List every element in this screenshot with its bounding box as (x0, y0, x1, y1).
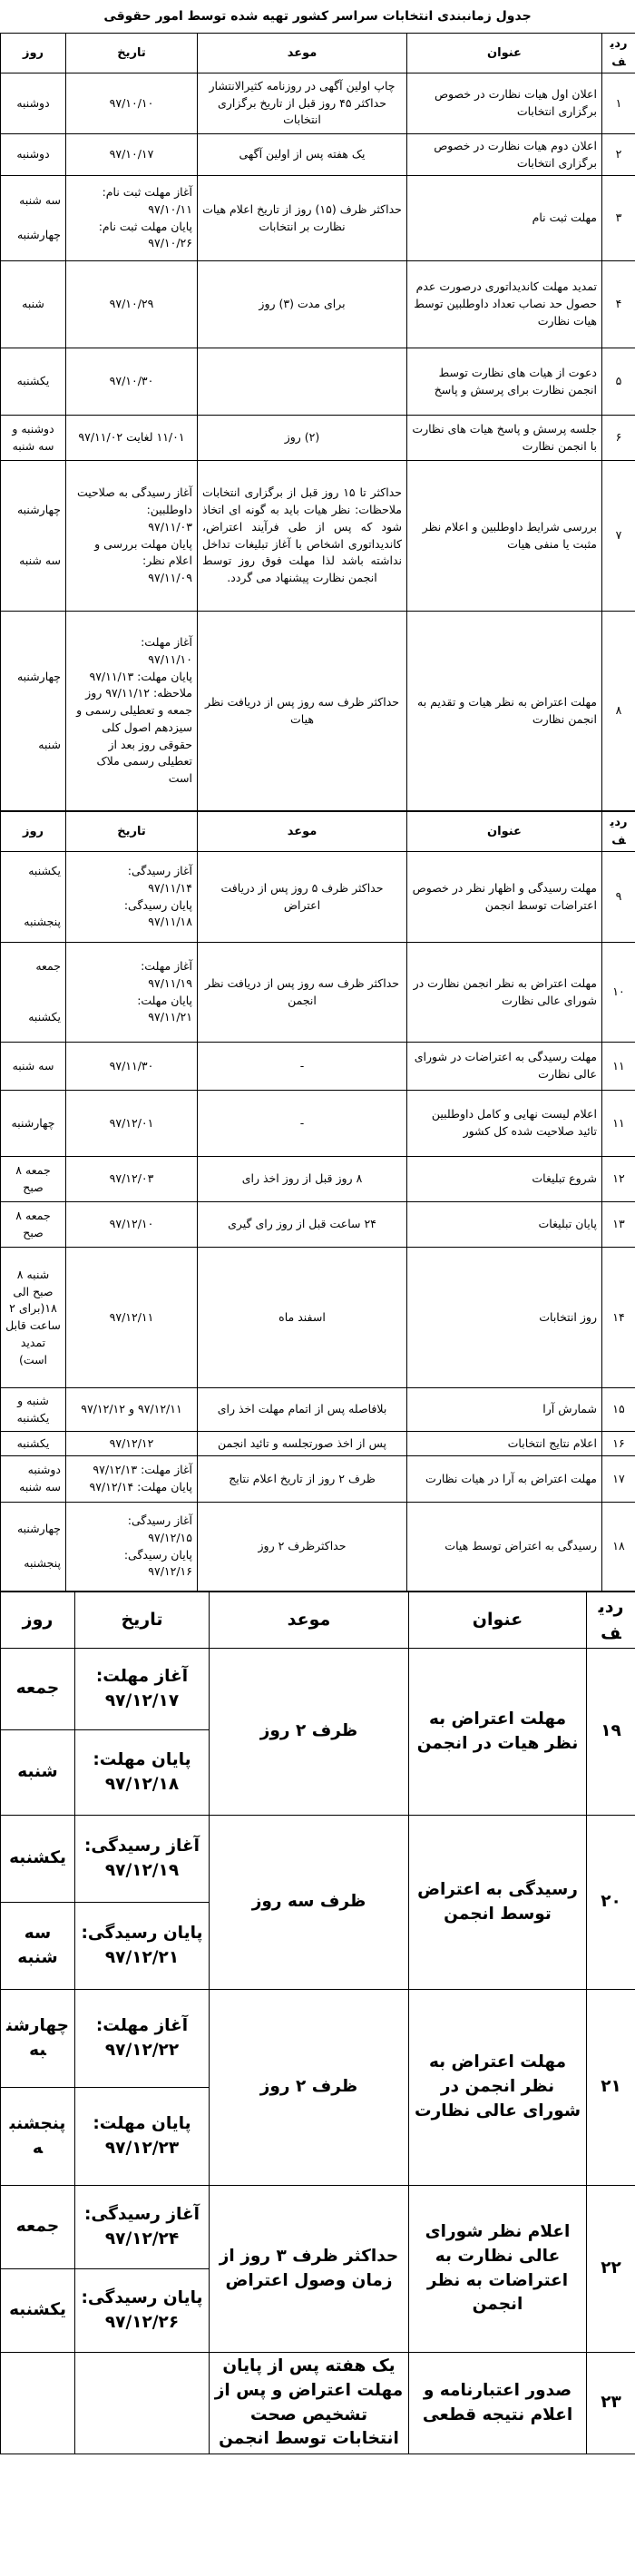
table-row (1, 416, 635, 461)
row-date: ۹۷/۱۰/۲۹ (66, 261, 198, 348)
table-row (1, 1649, 635, 1730)
table-header-row (1, 34, 635, 73)
row-date: آغاز مهلت: ۹۷/۱۲/۱۳ پایان مهلت: ۹۷/۱۲/۱۴ (66, 1456, 198, 1503)
header-desc: موعد (198, 812, 407, 852)
row-date: ۹۷/۱۲/۱۰ (66, 1202, 198, 1248)
row-desc: ظرف ۲ روز از تاریخ اعلام نتایج (198, 1456, 407, 1503)
row-day: یکشنبه (1, 1432, 66, 1456)
row-date: آغاز رسیدگی: ۹۷/۱۲/۱۵ پایان رسیدگی: ۹۷/۱۲/۱۶ (66, 1503, 198, 1592)
table-row (1, 348, 635, 416)
row-desc: ۲۴ ساعت قبل از روز رای گیری (198, 1202, 407, 1248)
row-day: دوشنبه سه شنبه (1, 1456, 66, 1503)
header-num: ردیف (602, 812, 635, 852)
row-date-end: پایان رسیدگی: ۹۷/۱۲/۲۱ (75, 1903, 210, 1990)
row-title: مهلت ثبت نام (407, 176, 602, 261)
table-row (1, 1388, 635, 1432)
row-day: جمعه یکشنبه (1, 943, 66, 1043)
table-row (1, 2353, 635, 2454)
row-day: چهارشنبه سه شنبه (1, 461, 66, 612)
table-row (1, 1202, 635, 1248)
row-desc: حداکثر ظرف (۱۵) روز از تاریخ اعلام هیات نظارت بر انتخابات (198, 176, 407, 261)
row-num: ۱۳ (602, 1202, 635, 1248)
row-title: اعلام لیست نهایی و کامل داوطلبین تائید صلاحیت شده کل کشور (407, 1091, 602, 1157)
row-title: دعوت از هیات های نظارت توسط انجمن نظارت برای پرسش و پاسخ (407, 348, 602, 416)
row-desc: - (198, 1043, 407, 1091)
row-date: آغاز رسیدگی به صلاحیت داوطلبین: ۹۷/۱۱/۰۳ پایان مهلت بررسی و اعلام نظر: ۹۷/۱۱/۰۹ (66, 461, 198, 612)
row-desc: حداکثر ظرف ۳ روز از زمان وصول اعتراض (210, 2186, 409, 2353)
row-num: ۱۴ (602, 1248, 635, 1388)
row-num: ۱۵ (602, 1388, 635, 1432)
row-desc: برای مدت (۳) روز (198, 261, 407, 348)
row-date-end: پایان مهلت: ۹۷/۱۲/۱۸ (75, 1730, 210, 1816)
row-day: یکشنبه (1, 348, 66, 416)
row-num: ۶ (602, 416, 635, 461)
row-title: روز انتخابات (407, 1248, 602, 1388)
row-title: مهلت اعتراض به نظر هیات در انجمن (409, 1649, 587, 1816)
row-title: اعلان دوم هیات نظارت در خصوص برگزاری انتخابات (407, 134, 602, 176)
row-title: اعلان اول هیات نظارت در خصوص برگزاری انتخابات (407, 73, 602, 134)
row-date: آغاز مهلت: ۹۷/۱۱/۱۰ پایان مهلت: ۹۷/۱۱/۱۳ ملاحظه: ۹۷/۱۱/۱۲ روز جمعه و تعطیلی رسمی و سیزدهم اصول کلی حقوقی روز بعد از تعطیلی رسمی ملاک است (66, 612, 198, 811)
schedule-table-1 (0, 33, 635, 811)
row-day: شنبه ۸ صبح الی ۱۸(برای ۲ ساعت قابل تمدید است) (1, 1248, 66, 1388)
table-row (1, 943, 635, 1043)
row-num: ۲۱ (587, 1990, 635, 2186)
row-desc: چاپ اولین آگهی در روزنامه کثیرالانتشار حداکثر ۴۵ روز قبل از تاریخ برگزاری انتخابات (198, 73, 407, 134)
table-row (1, 1816, 635, 1903)
row-day-start: جمعه (1, 1649, 75, 1730)
row-num: ۳ (602, 176, 635, 261)
header-desc: موعد (198, 34, 407, 73)
table-row (1, 1091, 635, 1157)
row-date-start: آغاز مهلت: ۹۷/۱۲/۲۲ (75, 1990, 210, 2088)
row-date-end: پایان مهلت: ۹۷/۱۲/۲۳ (75, 2088, 210, 2186)
row-desc: حداکثرظرف ۲ روز (198, 1503, 407, 1592)
row-title: مهلت رسیدگی و اظهار نظر در خصوص اعتراضات توسط انجمن (407, 852, 602, 943)
row-num: ۱۸ (602, 1503, 635, 1592)
row-num: ۸ (602, 612, 635, 811)
row-day: دوشنبه (1, 73, 66, 134)
table-row (1, 1990, 635, 2088)
row-day: چهارشنبه پنجشنبه (1, 1503, 66, 1592)
row-num: ۷ (602, 461, 635, 612)
row-title: اعلام نظر شورای عالی نظارت به اعتراضات به نظر انجمن (409, 2186, 587, 2353)
row-day: سه شنبه (1, 1043, 66, 1091)
row-title: شروع تبلیغات (407, 1157, 602, 1202)
header-num: ردیف (587, 1592, 635, 1649)
row-num: ۲۳ (587, 2353, 635, 2454)
row-day-end: پنجشنبه (1, 2088, 75, 2186)
row-num: ۱۲ (602, 1157, 635, 1202)
row-date: آغاز رسیدگی: ۹۷/۱۱/۱۴ پایان رسیدگی: ۹۷/۱۱/۱۸ (66, 852, 198, 943)
row-date: ۹۷/۱۱/۳۰ (66, 1043, 198, 1091)
table-row (1, 612, 635, 811)
header-date: تاریخ (66, 34, 198, 73)
row-num: ۱۹ (587, 1649, 635, 1816)
row-desc: - (198, 1091, 407, 1157)
table-row (1, 1503, 635, 1592)
table-row (1, 461, 635, 612)
row-date: ۹۷/۱۰/۱۷ (66, 134, 198, 176)
row-date: ۹۷/۱۰/۱۰ (66, 73, 198, 134)
row-title: شمارش آرا (407, 1388, 602, 1432)
header-desc: موعد (210, 1592, 409, 1649)
row-title: رسیدگی به اعتراض توسط انجمن (409, 1816, 587, 1990)
table-row (1, 852, 635, 943)
row-day: چهارشنبه (1, 1091, 66, 1157)
row-desc: ظرف ۲ روز (210, 1990, 409, 2186)
table-row (1, 1432, 635, 1456)
row-title: اعلام نتایج انتخابات (407, 1432, 602, 1456)
row-day: دوشنبه و سه شنبه (1, 416, 66, 461)
row-day: شنبه (1, 261, 66, 348)
row-date: ۹۷/۱۲/۰۱ (66, 1091, 198, 1157)
row-date: ۹۷/۱۲/۱۲ (66, 1432, 198, 1456)
header-num: ردیف (602, 34, 635, 73)
row-title: مهلت اعتراض به آرا در هیات نظارت (407, 1456, 602, 1503)
row-day-end: سه شنبه (1, 1903, 75, 1990)
header-date: تاریخ (75, 1592, 210, 1649)
row-desc: ظرف سه روز (210, 1816, 409, 1990)
row-desc: یک هفته پس از اولین آگهی (198, 134, 407, 176)
page-title: جدول زمانبندی انتخابات سراسر کشور تهیه شده توسط امور حقوقی (103, 9, 532, 24)
row-day-end: شنبه (1, 1730, 75, 1816)
row-date: ۹۷/۱۰/۳۰ (66, 348, 198, 416)
table-row (1, 1248, 635, 1388)
row-day: سه شنبه چهارشنبه (1, 176, 66, 261)
header-day: روز (1, 812, 66, 852)
row-date-empty (75, 2353, 210, 2454)
row-day-start: جمعه (1, 2186, 75, 2269)
row-title: جلسه پرسش و پاسخ هیات های نظارت با انجمن نظارت (407, 416, 602, 461)
table-row (1, 2186, 635, 2269)
row-day: دوشنبه (1, 134, 66, 176)
row-desc: حداکثر ظرف سه روز پس از دریافت نظر انجمن (198, 943, 407, 1043)
table-row (1, 1157, 635, 1202)
row-title: پایان تبلیغات (407, 1202, 602, 1248)
row-day: جمعه ۸ صبح (1, 1202, 66, 1248)
row-date: آغاز مهلت: ۹۷/۱۱/۱۹ پایان مهلت: ۹۷/۱۱/۲۱ (66, 943, 198, 1043)
table-row (1, 73, 635, 134)
row-num: ۲۰ (587, 1816, 635, 1990)
row-num: ۱۱ (602, 1091, 635, 1157)
row-num: ۴ (602, 261, 635, 348)
table-row (1, 261, 635, 348)
row-day-start: چهارشنبه (1, 1990, 75, 2088)
header-title: عنوان (409, 1592, 587, 1649)
row-date: آغاز مهلت ثبت نام: ۹۷/۱۰/۱۱ پایان مهلت ثبت نام: ۹۷/۱۰/۲۶ (66, 176, 198, 261)
row-date-end: پایان رسیدگی: ۹۷/۱۲/۲۶ (75, 2269, 210, 2353)
row-title: رسیدگی به اعتراض توسط هیات (407, 1503, 602, 1592)
row-desc: اسفند ماه (198, 1248, 407, 1388)
row-num: ۱ (602, 73, 635, 134)
row-title: صدور اعتبارنامه و اعلام نتیجه قطعی (409, 2353, 587, 2454)
row-day: شنبه و یکشنبه (1, 1388, 66, 1432)
header-title: عنوان (407, 812, 602, 852)
table-row (1, 1043, 635, 1091)
row-title: بررسی شرایط داوطلبین و اعلام نظر مثبت یا منفی هیات (407, 461, 602, 612)
row-date-start: آغاز رسیدگی: ۹۷/۱۲/۱۹ (75, 1816, 210, 1903)
row-num: ۵ (602, 348, 635, 416)
table-row (1, 134, 635, 176)
row-date-start: آغاز مهلت: ۹۷/۱۲/۱۷ (75, 1649, 210, 1730)
row-title: مهلت اعتراض به نظر هیات و تقدیم به انجمن نظارت (407, 612, 602, 811)
row-day: چهارشنبه شنبه (1, 612, 66, 811)
row-date: ۹۷/۱۲/۱۱ (66, 1248, 198, 1388)
row-desc: یک هفته پس از پایان مهلت اعتراض و پس از تشخیص صحت انتخابات توسط انجمن (210, 2353, 409, 2454)
row-num: ۱۷ (602, 1456, 635, 1503)
table-row (1, 176, 635, 261)
row-desc: ظرف ۲ روز (210, 1649, 409, 1816)
table-row (1, 1456, 635, 1503)
row-title: مهلت اعتراض به نظر انجمن در شورای عالی نظارت (409, 1990, 587, 2186)
row-desc: پس از اخذ صورتجلسه و تائید انجمن (198, 1432, 407, 1456)
table-header-row (1, 1592, 635, 1649)
row-title: تمدید مهلت کاندیداتوری درصورت عدم حصول حد نصاب تعداد داوطلبین توسط هیات نظارت (407, 261, 602, 348)
header-title: عنوان (407, 34, 602, 73)
schedule-table-2 (0, 811, 635, 1592)
row-title: مهلت رسیدگی به اعتراضات در شورای عالی نظارت (407, 1043, 602, 1091)
row-day: یکشنبه پنجشنبه (1, 852, 66, 943)
table-header-row (1, 812, 635, 852)
header-date: تاریخ (66, 812, 198, 852)
row-num: ۲ (602, 134, 635, 176)
row-num: ۲۲ (587, 2186, 635, 2353)
schedule-table-3 (0, 1592, 635, 2454)
row-date: ۹۷/۱۲/۱۱ و ۹۷/۱۲/۱۲ (66, 1388, 198, 1432)
header-day: روز (1, 1592, 75, 1649)
row-day-empty (1, 2353, 75, 2454)
row-desc: (۲) روز (198, 416, 407, 461)
row-date-start: آغاز رسیدگی: ۹۷/۱۲/۲۴ (75, 2186, 210, 2269)
row-day: جمعه ۸ صبح (1, 1157, 66, 1202)
row-desc: ۸ روز قبل از روز اخذ رای (198, 1157, 407, 1202)
header-day: روز (1, 34, 66, 73)
row-day-start: یکشنبه (1, 1816, 75, 1903)
row-title: مهلت اعتراض به نظر انجمن نظارت در شورای عالی نظارت (407, 943, 602, 1043)
row-day-end: یکشنبه (1, 2269, 75, 2353)
row-num: ۱۰ (602, 943, 635, 1043)
row-desc: بلافاصله پس از اتمام مهلت اخذ رای (198, 1388, 407, 1432)
row-num: ۱۱ (602, 1043, 635, 1091)
row-desc: حداکثر ظرف سه روز پس از دریافت نظر هیات (198, 612, 407, 811)
row-desc (198, 348, 407, 416)
row-date: ۱۱/۰۱ لغایت ۹۷/۱۱/۰۲ (66, 416, 198, 461)
row-date: ۹۷/۱۲/۰۳ (66, 1157, 198, 1202)
row-num: ۱۶ (602, 1432, 635, 1456)
row-desc: حداکثر ظرف ۵ روز پس از دریافت اعتراض (198, 852, 407, 943)
row-num: ۹ (602, 852, 635, 943)
row-desc: حداکثر تا ۱۵ روز قبل از برگزاری انتخابات ملاحظات: نظر هیات باید به گونه ای اتخاذ شود که پس از طی فرآیند اعتراض، کاندیداتوری اشخاص با آغاز تبلیغات تداخل نداشته باشد لذا مهلت فوق روز توسط انجمن نظارت پیشنهاد می گردد. (198, 461, 407, 612)
